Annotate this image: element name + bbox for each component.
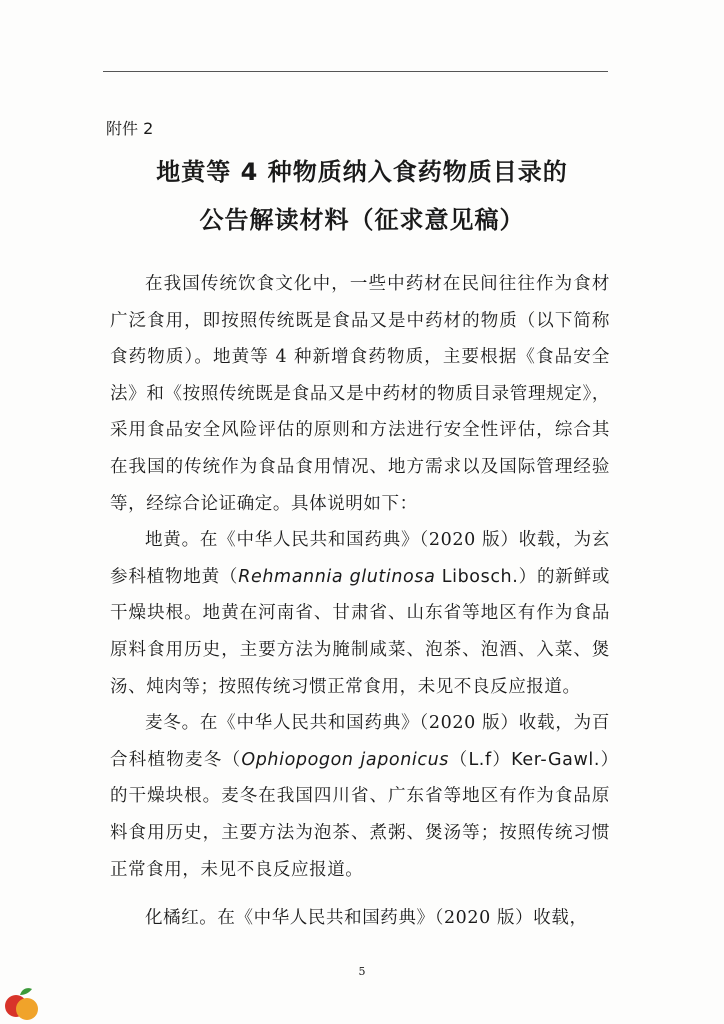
paragraph-huajuhong: 化橘红。在《中华人民共和国药典》（2020 版）收载， — [145, 908, 588, 929]
paragraph-dihuang — [110, 522, 610, 705]
title-line-2: 公告解读材料（征求意见稿） — [199, 206, 525, 234]
paragraph-intro: 在我国传统饮食文化中，一些中药材在民间往往作为食材广泛食用，即按照传统既是食品又是中药材的物质（以下简称食药物质）。地黄等 4 种新增食药物质，主要根据《食品安全法》和《按照传统既是食品又是中药材的物质目录管理规定》，采用食品安全风险评估的原则和方法进行安全性评估，综合其在我国的传统作为食品食用情况、地方需求以及国际管理经验等，经综合论证确定。具体说明如下： — [110, 274, 610, 514]
dihuang-text-before: 地黄。在《中华人民共和国药典》（2020 版）收载，为玄参科植物地黄（ — [110, 530, 610, 587]
document-body — [110, 266, 610, 937]
dihuang-text-after: ）的新鲜或干燥块根。地黄在河南省、甘肃省、山东省等地区有作为食品原料食用历史，主要方法为腌制咸菜、泡茶、泡酒、入菜、煲汤、炖肉等；按照传统习惯正常食用，未见不良反应报道。 — [110, 566, 611, 697]
maidong-text-before: 麦冬。在《中华人民共和国药典》（2020 版）收载，为百合科植物麦冬（ — [110, 713, 610, 770]
maidong-latin-name: Ophiopogon japonicus — [241, 749, 450, 770]
attachment-label: 附件 2 — [106, 119, 154, 138]
page-number: 5 — [358, 965, 366, 978]
maidong-text-after: ）的干燥块根。麦冬在我国四川省、广东省等地区有作为食品原料食用历史，主要方法为泡茶、煮粥、煲汤等；按照传统习惯正常食用，未见不良反应报道。 — [110, 749, 610, 880]
dihuang-latin-name: Rehmannia glutinosa — [238, 566, 436, 587]
dihuang-latin-author: Libosch. — [435, 566, 519, 587]
fruit-logo-icon — [2, 984, 42, 1022]
paragraph-maidong — [110, 705, 610, 888]
logo-orange-fruit — [16, 998, 38, 1020]
title-line-1: 地黄等 4 种物质纳入食药物质目录的 — [156, 158, 568, 186]
maidong-latin-author: （L.f）Ker-Gawl. — [449, 749, 600, 770]
header-rule — [103, 71, 608, 72]
logo-leaf — [20, 988, 32, 995]
